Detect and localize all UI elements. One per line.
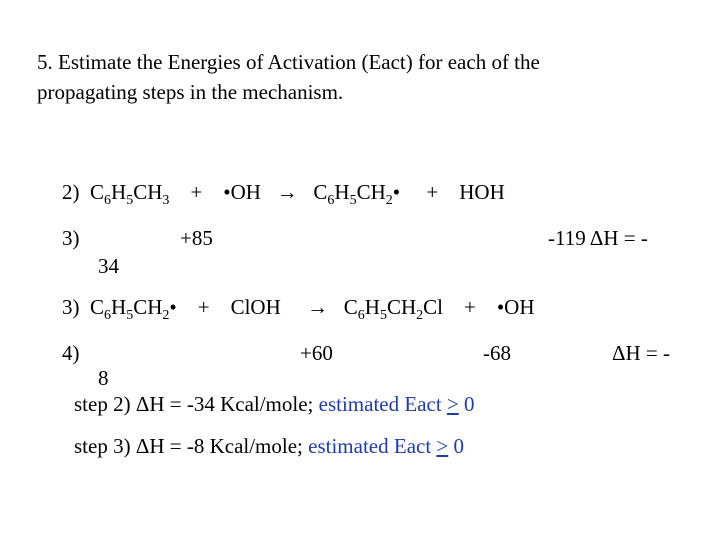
energies-1-number: 3) bbox=[62, 226, 80, 250]
plus-sign: + bbox=[463, 295, 476, 319]
step-2-summary bbox=[74, 394, 475, 415]
energies-2-dh-value: 8 bbox=[98, 366, 109, 390]
energies-1-bond-formed: -119 bbox=[548, 226, 586, 250]
plus-sign: + bbox=[197, 295, 210, 319]
question-line-2: propagating steps in the mechanism. bbox=[37, 80, 344, 104]
reactant-toluene: $C_6H_5CH_3$ bbox=[90, 180, 170, 208]
plus-sign: + bbox=[190, 180, 203, 204]
step-3-summary bbox=[74, 436, 464, 457]
right-arrow-icon: → bbox=[307, 295, 329, 319]
reactant-hydroxyl-radical: •OH bbox=[223, 180, 261, 204]
step-3-dh: step 3) ΔH = -8 Kcal/mole; bbox=[74, 434, 309, 458]
energies-1-dh-label: ΔH = - bbox=[589, 226, 648, 250]
right-arrow-icon: → bbox=[276, 180, 298, 204]
product-hydroxyl-radical: •OH bbox=[496, 295, 535, 319]
energies-2-bond-formed: -68 bbox=[483, 341, 511, 365]
reactant-benzyl-radical: $C_6H_5CH_2•$ bbox=[90, 295, 177, 323]
reaction-1-number: 2) bbox=[62, 180, 80, 204]
step-2-dh: step 2) ΔH = -34 Kcal/mole; bbox=[74, 392, 319, 416]
product-benzyl-chloride: $C_6H_5CH_2Cl$ bbox=[343, 295, 443, 323]
reaction-2 bbox=[62, 295, 535, 323]
energies-2-bond-broken: +60 bbox=[300, 341, 333, 365]
step-2-estimate: estimated Eact > 0 bbox=[318, 392, 475, 416]
question-line-1: 5. Estimate the Energies of Activation (Eact) for each of the bbox=[37, 50, 540, 74]
product-benzyl-radical: $C_6H_5CH_2•$ bbox=[313, 180, 401, 208]
plus-sign: + bbox=[426, 180, 439, 204]
energies-1-dh bbox=[548, 228, 648, 249]
reaction-2-number: 3) bbox=[62, 295, 80, 319]
reactant-hypochlorous-acid: ClOH bbox=[230, 295, 281, 319]
energies-2-dh-label: ΔH = - bbox=[612, 341, 671, 365]
reaction-1 bbox=[62, 180, 505, 208]
step-3-estimate: estimated Eact > 0 bbox=[308, 434, 465, 458]
energies-2-number: 4) bbox=[62, 341, 80, 365]
energies-1-bond-broken: +85 bbox=[180, 226, 213, 250]
product-water: HOH bbox=[459, 180, 505, 204]
energies-1-dh-value: 34 bbox=[98, 254, 119, 278]
